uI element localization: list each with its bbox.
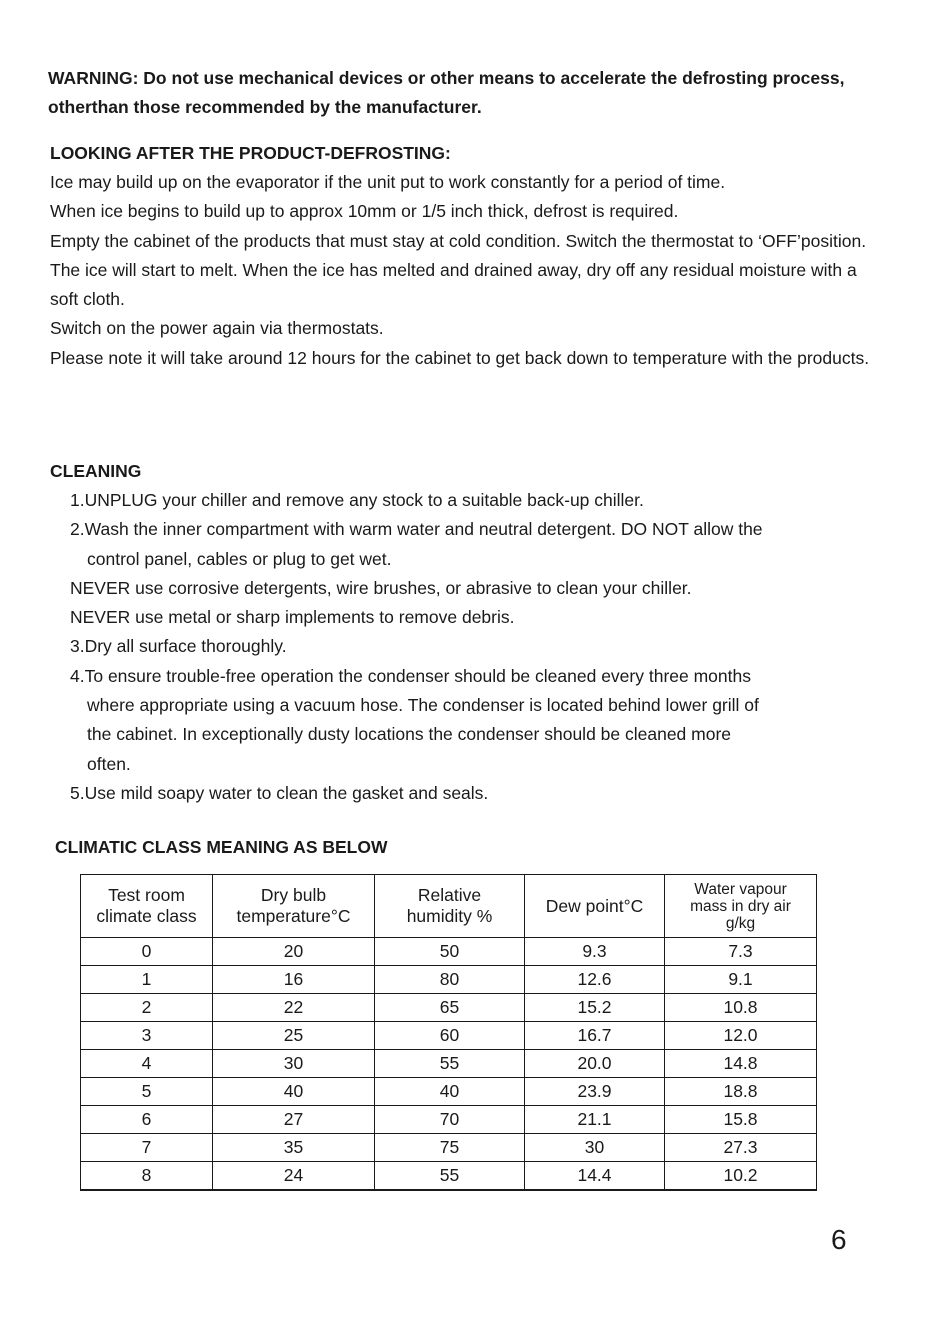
table-cell: 7 (81, 1134, 213, 1162)
table-cell: 2 (81, 994, 213, 1022)
table-cell: 20 (213, 938, 375, 966)
table-cell: 10.2 (665, 1162, 817, 1191)
table-cell: 35 (213, 1134, 375, 1162)
climatic-class-heading: CLIMATIC CLASS MEANING AS BELOW (55, 837, 388, 857)
table-row (81, 1162, 817, 1191)
table-cell: 8 (81, 1162, 213, 1191)
climatic-class-table (80, 874, 817, 1191)
cleaning-item-2-continued: control panel, cables or plug to get wet. (87, 548, 392, 569)
table-cell: 12.6 (525, 966, 665, 994)
table-row (81, 1050, 817, 1078)
defrost-paragraph: Please note it will take around 12 hours for the cabinet to get back down to temperature with the products. (50, 347, 870, 368)
table-row (81, 1022, 817, 1050)
table-cell: 22 (213, 994, 375, 1022)
table-cell: 7.3 (665, 938, 817, 966)
table-cell: 4 (81, 1050, 213, 1078)
defrosting-body (50, 168, 870, 373)
table-row (81, 994, 817, 1022)
defrost-paragraph: Ice may build up on the evaporator if the unit put to work constantly for a period of time. (50, 172, 726, 192)
table-cell: 25 (213, 1022, 375, 1050)
table-cell: 55 (375, 1162, 525, 1191)
column-header-dry-bulb: Dry bulb temperature°C (213, 875, 375, 938)
table-cell: 21.1 (525, 1106, 665, 1134)
table-cell: 30 (525, 1134, 665, 1162)
table-cell: 12.0 (665, 1022, 817, 1050)
defrost-paragraph: Switch on the power again via thermostats. (50, 318, 384, 339)
cleaning-item-3: 3.Dry all surface thoroughly. (70, 636, 287, 657)
table-cell: 9.3 (525, 938, 665, 966)
table-cell: 80 (375, 966, 525, 994)
defrost-paragraph: When ice begins to build up to approx 10mm or 1/5 inch thick, defrost is required. (50, 201, 679, 222)
table-cell: 23.9 (525, 1078, 665, 1106)
table-cell: 60 (375, 1022, 525, 1050)
table-cell: 40 (213, 1078, 375, 1106)
column-header-water-vapour: Water vapour mass in dry air g/kg (665, 875, 817, 938)
table-cell: 15.8 (665, 1106, 817, 1134)
warning-text: WARNING: Do not use mechanical devices or other means to accelerate the defrosting process, otherthan those recommended by the manufacturer. (48, 68, 845, 117)
cleaning-item-2: 2.Wash the inner compartment with warm water and neutral detergent. DO NOT allow the (70, 519, 763, 540)
table-cell: 27 (213, 1106, 375, 1134)
table-cell: 27.3 (665, 1134, 817, 1162)
table-row (81, 1078, 817, 1106)
table-cell: 24 (213, 1162, 375, 1191)
defrost-paragraph: Empty the cabinet of the products that must stay at cold condition. Switch the thermostat to ‘OFF’position. (50, 230, 867, 251)
table-cell: 15.2 (525, 994, 665, 1022)
cleaning-item-4: 4.To ensure trouble-free operation the condenser should be cleaned every three months (70, 665, 751, 686)
cleaning-never-note-2: NEVER use metal or sharp implements to remove debris. (70, 607, 515, 628)
cleaning-heading: CLEANING (50, 461, 142, 481)
table-cell: 1 (81, 966, 213, 994)
page-number: 6 (831, 1224, 847, 1255)
table-cell: 14.4 (525, 1162, 665, 1191)
table-cell: 3 (81, 1022, 213, 1050)
table-cell: 70 (375, 1106, 525, 1134)
table-cell: 0 (81, 938, 213, 966)
table-cell: 14.8 (665, 1050, 817, 1078)
cleaning-body (50, 486, 870, 808)
table-cell: 20.0 (525, 1050, 665, 1078)
column-header-dew-point: Dew point°C (525, 875, 665, 938)
column-header-relative-humidity: Relative humidity % (375, 875, 525, 938)
table-cell: 55 (375, 1050, 525, 1078)
table-cell: 9.1 (665, 966, 817, 994)
table-row (81, 1106, 817, 1134)
column-header-climate-class: Test room climate class (81, 875, 213, 938)
defrost-paragraph: The ice will start to melt. When the ice has melted and drained away, dry off any residual moisture with a soft cloth. (50, 259, 857, 310)
table-cell: 5 (81, 1078, 213, 1106)
table-cell: 6 (81, 1106, 213, 1134)
table-cell: 50 (375, 938, 525, 966)
table-header-row (81, 875, 817, 938)
table-cell: 65 (375, 994, 525, 1022)
cleaning-item-4-continued: the cabinet. In exceptionally dusty locations the condenser should be cleaned more (87, 724, 732, 745)
table-row (81, 938, 817, 966)
cleaning-item-4-continued: often. (87, 753, 131, 774)
cleaning-item-5: 5.Use mild soapy water to clean the gasket and seals. (70, 782, 489, 803)
defrosting-heading: LOOKING AFTER THE PRODUCT-DEFROSTING: (50, 143, 451, 163)
cleaning-item-1: 1.UNPLUG your chiller and remove any stock to a suitable back-up chiller. (70, 490, 644, 510)
cleaning-item-4-continued: where appropriate using a vacuum hose. The condenser is located behind lower grill of (87, 695, 759, 716)
table-cell: 16.7 (525, 1022, 665, 1050)
table-cell: 40 (375, 1078, 525, 1106)
table-row (81, 966, 817, 994)
table-cell: 10.8 (665, 994, 817, 1022)
table-cell: 16 (213, 966, 375, 994)
cleaning-never-note-1: NEVER use corrosive detergents, wire brushes, or abrasive to clean your chiller. (70, 577, 692, 598)
table-cell: 18.8 (665, 1078, 817, 1106)
table-cell: 30 (213, 1050, 375, 1078)
table-cell: 75 (375, 1134, 525, 1162)
table-row (81, 1134, 817, 1162)
